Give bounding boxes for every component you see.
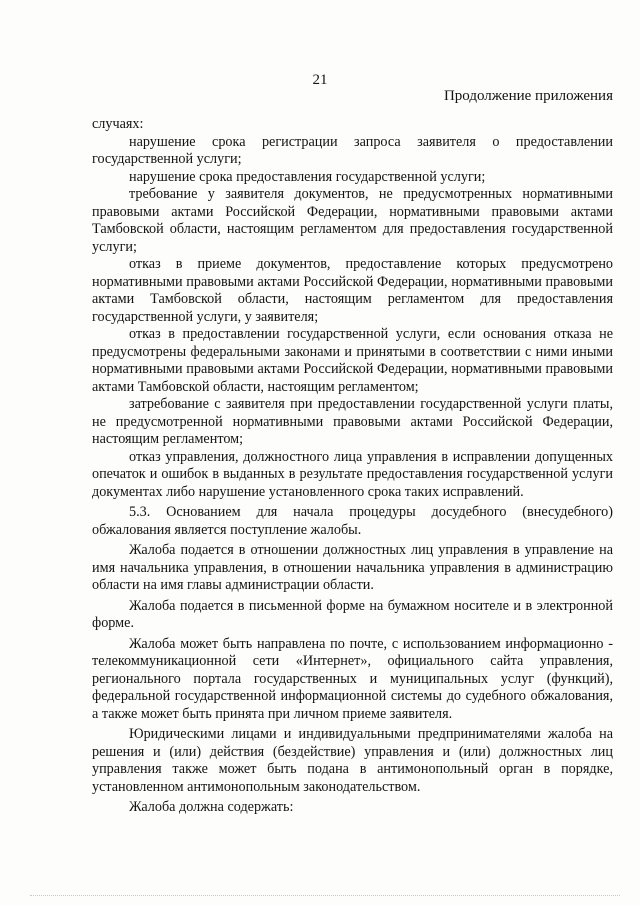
- paragraph: требование у заявителя документов, не предусмотренных нормативными правовыми актами Российской Федерации, нормативными правовыми актами Тамбовской области, настоящим регламентом для предоставления государственной услуги;: [92, 186, 613, 255]
- paragraph: отказ в приеме документов, предоставление которых предусмотрено нормативными правовыми актами Российской Федерации, нормативными правовыми актами Тамбовской области, настоящим регламентом для предоставления государственной услуги, у заявителя;: [92, 256, 613, 325]
- paragraph: Жалоба должна содержать:: [129, 799, 294, 815]
- page-number: 21: [312, 72, 328, 88]
- paragraph: Юридическими лицами и индивидуальными предпринимателями жалоба на решения и (или) действия (бездействие) управления и (или) должностных лиц управления также может быть подана в антимонопольный орган в порядке, установленном антимонопольным законодательством.: [92, 726, 613, 795]
- document-body: [92, 116, 613, 817]
- paragraph: Жалоба подается в отношении должностных лиц управления в управление на имя начальника управления, в отношении начальника управления в администрацию области на имя главы администрации области.: [92, 542, 613, 593]
- paragraph: случаях:: [92, 116, 144, 132]
- paragraph: 5.3. Основанием для начала процедуры досудебного (внесудебного) обжалования является поступление жалобы.: [92, 504, 613, 538]
- paragraph: отказ в предоставлении государственной услуги, если основания отказа не предусмотрены федеральными законами и принятыми в соответствии с ними иными нормативными правовыми актами Российской Федерации, нормативными правовыми актами Тамбовской области, настоящим регламентом;: [92, 326, 613, 395]
- continuation-label: Продолжение приложения: [443, 88, 613, 104]
- scan-edge-artifact: [30, 895, 620, 897]
- paragraph: Жалоба может быть направлена по почте, с использованием информационно - телекоммуникационной сети «Интернет», официального сайта управления, регионального портала государственных и муниципальных услуг (функций), федеральной государственной информационной системы до судебного обжалования, а также может быть принята при личном приеме заявителя.: [92, 635, 613, 722]
- paragraph: затребование с заявителя при предоставлении государственной услуги платы, не предусмотренной нормативными правовыми актами Российской Федерации, настоящим регламентом;: [92, 396, 613, 447]
- paragraph: нарушение срока регистрации запроса заявителя о предоставлении государственной услуги;: [92, 133, 613, 167]
- paragraph: нарушение срока предоставления государственной услуги;: [129, 168, 486, 185]
- paragraph: отказ управления, должностного лица управления в исправлении допущенных опечаток и ошибок в выданных в результате предоставления государственной услуги документах либо нарушение установленного срока таких исправлений.: [92, 448, 613, 500]
- paragraph: Жалоба подается в письменной форме на бумажном носителе и в электронной форме.: [92, 597, 613, 631]
